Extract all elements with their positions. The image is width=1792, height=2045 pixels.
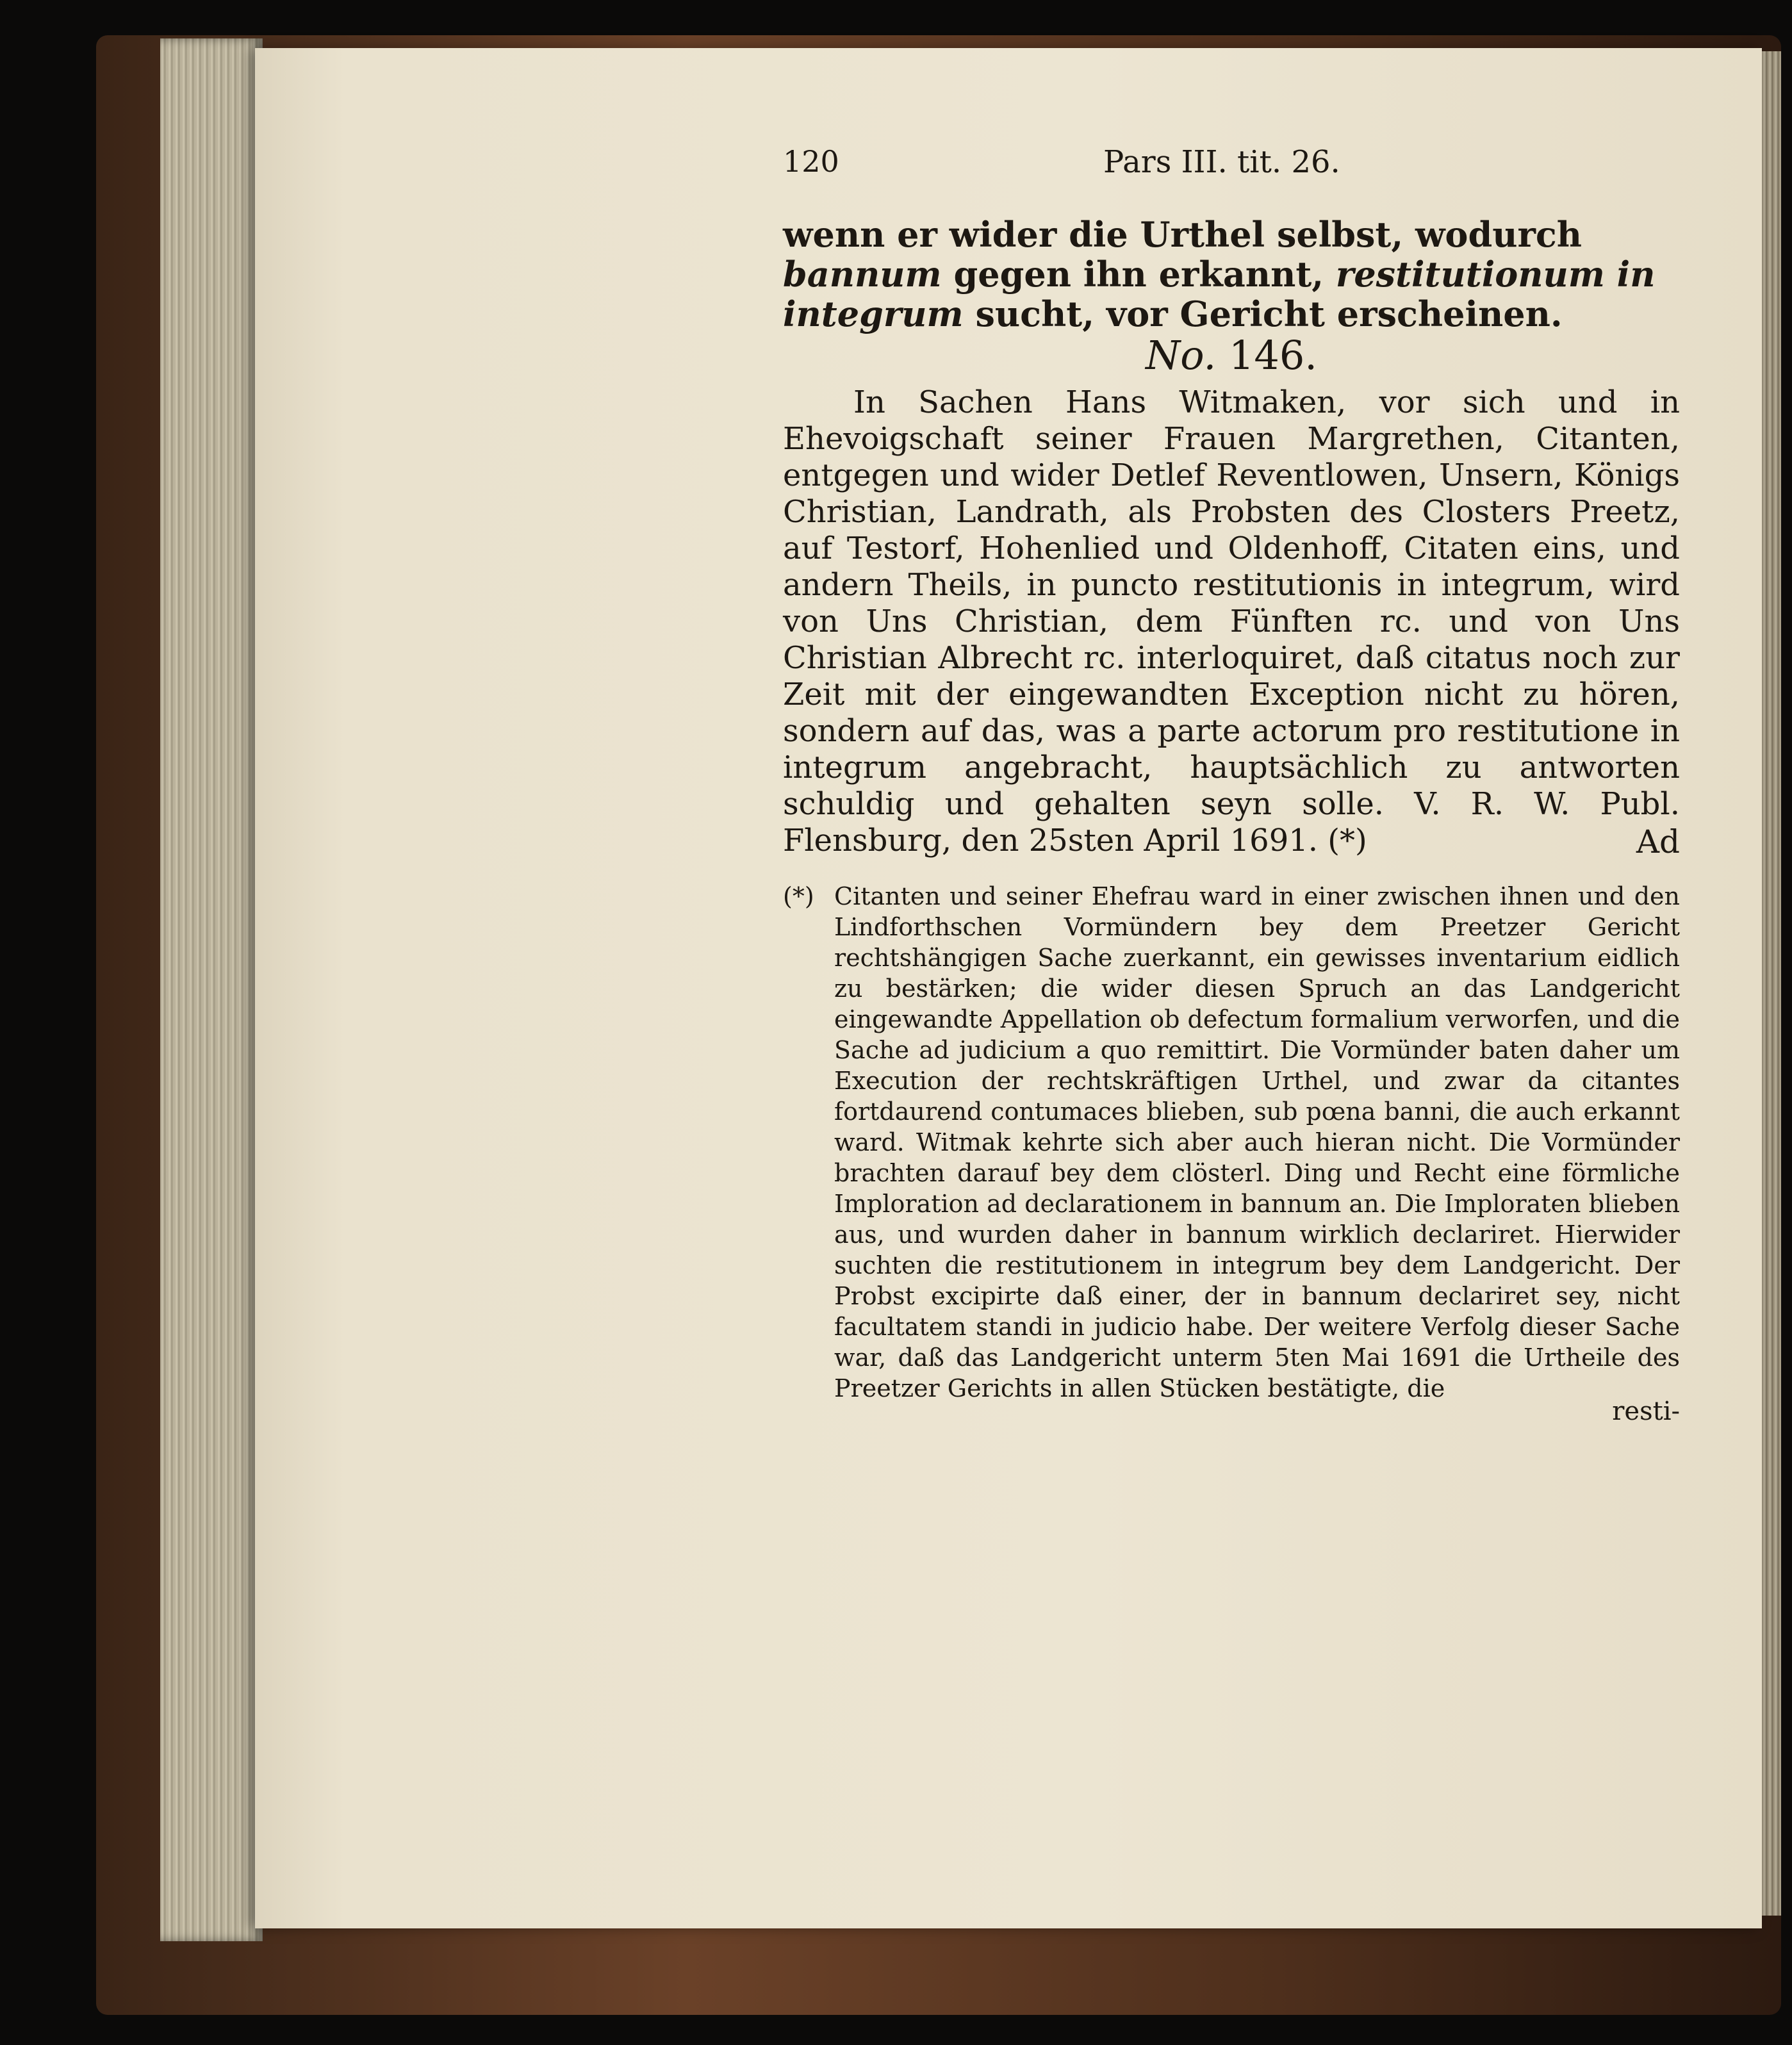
case-text: In Sachen Hans Witmaken, vor sich und in Ehevoigschaft seiner Frauen Margrethen, Citanten, entgegen und wider Detlef Reventlowen, Unsern, Königs Christian, Landrath, als Probsten des Closters Preetz, auf Testorf, Hohenlied und Oldenhoff, Citaten eins, und andern Theils, in puncto restitutionis in integrum, wird von Uns Christian, dem Fünften rc. und von Uns Christian Albrecht rc. interloquiret, daß citatus noch zur Zeit mit der eingewandten Exception nicht zu hören, sondern auf das, was a parte actorum pro restitutione in integrum angebracht, hauptsächlich zu antworten schuldig und gehalten seyn solle. V. R. W. Publ. Flensburg, den 25sten April 1691. (*) (783, 384, 1680, 858)
preceding-text-italic-2: restitutionum in integrum (783, 254, 1656, 334)
footnote-text: Citanten und seiner Ehefrau ward in einer zwischen ihnen und den Lindforthschen Vormündern bey dem Preetzer Gericht rechtshängigen Sache zuerkannt, ein gewisses inventarium eidlich zu bestärken; die wider diesen Spruch an das Landgericht eingewandte Appellation ob defectum formalium verworfen, und die Sache ad judicium a quo remittirt. Die Vormünder baten daher um Execution der rechtskräftigen Urthel, und zwar da citantes fortdaurend contumaces blieben, sub pœna banni, die auch erkannt ward. Witmak kehrte sich aber auch hieran nicht. Die Vormünder brachten darauf bey dem clösterl. Ding und Recht eine förmliche Imploration ad declarationem in bannum an. Die Imploraten blieben aus, und wurden daher in bannum wirklich declariret. Hierwider suchten die restitutionem in integrum bey dem Landgericht. Der Probst excipirte daß einer, der in bannum declariret sey, nicht facultatem standi in judicio habe. Der weitere Verfolg dieser Sache war, daß das Landgericht unterm 5ten Mai 1691 die Urtheile des Preetzer Gerichts in allen Stücken bestätigte, die (834, 882, 1680, 1402)
footnote-marker: (*) (783, 882, 814, 910)
running-head (783, 144, 1680, 189)
page-edges-left (160, 38, 263, 1941)
case-number-value: 146. (1228, 332, 1317, 379)
section-reference: Pars III. tit. 26. (1103, 144, 1340, 180)
catchword: Ad (1636, 823, 1680, 860)
page-number: 120 (783, 144, 839, 179)
preceding-text-part-1: wenn er wider die Urthel selbst, wodurch (783, 214, 1582, 255)
preceding-text (783, 215, 1680, 334)
preceding-text-italic-1: bannum (783, 254, 942, 295)
footnote-catchword: resti- (1612, 1397, 1680, 1426)
preceding-text-part-3: sucht, vor Gericht erscheinen. (963, 293, 1563, 334)
preceding-text-part-2: gegen ihn erkannt, (941, 254, 1336, 295)
case-number (783, 333, 1680, 378)
case-number-label: No. (1146, 332, 1217, 379)
